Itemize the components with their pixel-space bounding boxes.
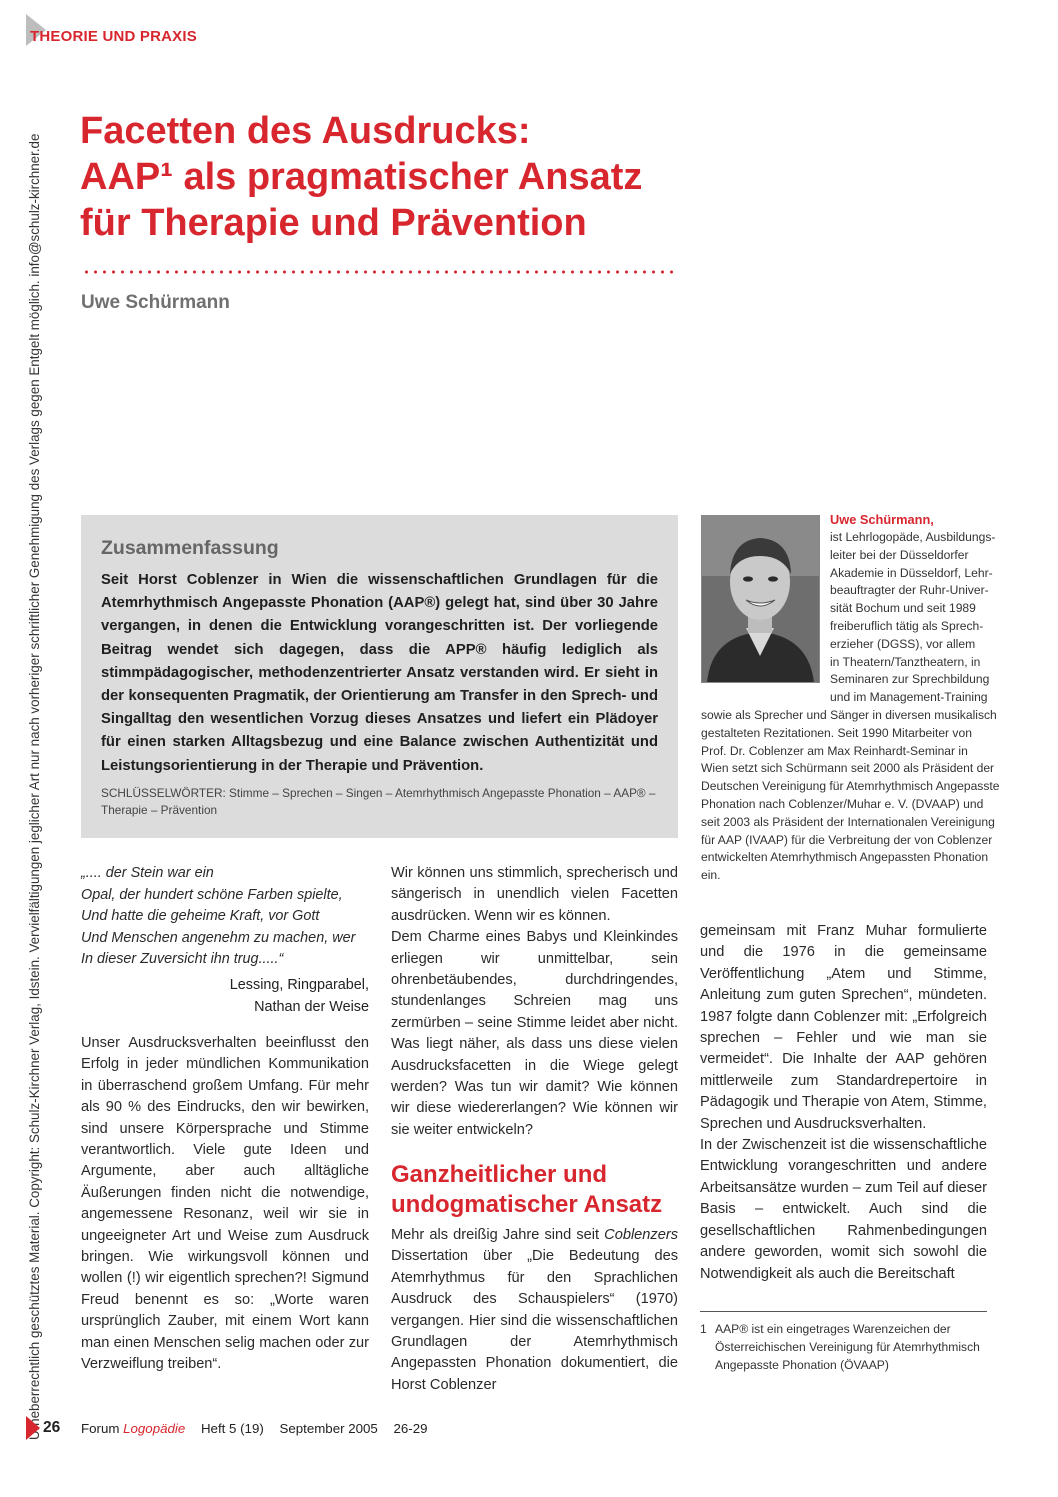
journal-name: Logopädie <box>123 1421 186 1436</box>
bio-line: leiter bei der Düsseldorfer <box>830 547 969 562</box>
footnote-line: AAP® ist ein eingetrages Warenzeichen der <box>715 1322 951 1336</box>
body-column-2-continued <box>391 1225 678 1396</box>
body-column-1 <box>81 1033 369 1376</box>
bio-line: freiberuflich tätig als Sprech- <box>830 619 984 633</box>
text-run: Mehr als dreißig Jahre sind seit <box>391 1227 605 1243</box>
text-run: Dissertation über „Die Bedeutung des Atemrhythmus für den Sprachlichen Ausdruck des Schauspielers“ (1970) vergangen. Hier sind die wissenschaftlichen Grundlagen der Atemrhythmisch Angepassten Phonation dokumentiert, die Horst Coblenzer <box>391 1248 678 1393</box>
author-name: Uwe Schürmann <box>81 292 230 313</box>
author-portrait <box>701 515 820 683</box>
body-paragraph: Unser Ausdrucksverhalten beeinflusst den Erfolg in jeder mündlichen Kommunikation in überraschend großem Umfang. Für mehr als 90 % des Eindrucks, den wir bewirken, sind unsere Körpersprache und Stimme verantwortlich. Viele gute Ideen und Argumente, aber auch alltägliche Äußerungen finden nicht die notwendige, angemessene Resonanz, weil wir sie in ungeeigneter Art und Weise zum Ausdruck bringen. Wie wirkungsvoll können und wollen (!) wir eigentlich sprechen?! Sigmund Freud benennt es so: „Worte waren ursprünglich Zauber, mit einem Wort kann man einen Menschen selig machen oder zur Verzweiflung treiben“. <box>81 1035 369 1373</box>
bio-line: ist Lehrlogopäde, Ausbildungs- <box>830 530 996 544</box>
issue-date: September 2005 <box>279 1421 378 1436</box>
keywords-line: SCHLÜSSELWÖRTER: Stimme – Sprechen – Singen – Atemrhythmisch Angepasste Phonation – AAP® – Therapie – Prävention <box>101 786 656 817</box>
summary-heading: Zusammenfassung <box>101 537 279 559</box>
section-heading <box>391 1160 691 1220</box>
body-paragraph: Dem Charme eines Babys und Kleinkindes erliegen wir unmittelbar, sein ohrenbetäubendes, durchdringendes, stundenlanges Schreien mag uns zermürben – seine Stimme leidet aber nicht. Was liegt näher, als dass uns diese vielen Ausdrucksfacetten in die Wiege gelegt werden? Was tun wir damit? Wie können wir diese wiedererlangen? Wie können wir sie weiter entwickeln? <box>391 929 678 1138</box>
page-range: 26-29 <box>393 1421 428 1436</box>
footnote-line: Angepasste Phonation (ÖVAAP) <box>715 1358 889 1372</box>
bio-line: und im Management-Training <box>830 690 988 705</box>
bio-line: Prof. Dr. Coblenzer am Max Reinhardt-Seminar in <box>701 743 968 758</box>
bio-line: beauftragter der Ruhr-Univer- <box>830 583 989 598</box>
bio-line: für AAP (IVAAP) für die Verbreitung der von Coblenzer <box>701 832 993 847</box>
bio-line: sität Bochum und seit 1989 <box>830 601 976 616</box>
body-column-3 <box>700 921 987 1285</box>
section-heading-line-1: Ganzheitlicher und <box>391 1161 608 1188</box>
side-copyright-strip <box>0 0 40 1497</box>
page-number: 26 <box>43 1419 61 1436</box>
journal-prefix: Forum <box>81 1421 120 1436</box>
issue-number: Heft 5 (19) <box>200 1421 264 1436</box>
section-heading-line-2: undogmatischer Ansatz <box>391 1191 663 1218</box>
title-line-3: für Therapie und Prävention <box>80 202 587 244</box>
footnote-rule <box>700 1311 987 1312</box>
bio-line: erzieher (DGSS), vor allem <box>830 636 976 651</box>
body-paragraph: In der Zwischenzeit ist die wissenschaftliche Entwicklung vorangeschritten und andere Arbeitsansätze wurden – zum Teil auf dieser Basis – entwickelt. Auch sind die gesellschaftlichen Rahmenbedingungen andere geworden, womit sich sowohl die Notwendigkeit als auch die Bereitschaft <box>700 1137 987 1282</box>
body-paragraph <box>391 1225 678 1396</box>
footnote-line: Österreichischen Vereinigung für Atemrhythmisch <box>715 1340 980 1354</box>
quote-line: „.... der Stein war ein <box>81 865 214 881</box>
bio-line: gestalteten Rezitationen. Seit 1990 Mitarbeiter von <box>701 725 972 740</box>
article-title <box>80 108 720 246</box>
bio-author-name: Uwe Schürmann, <box>830 512 934 527</box>
quote-source <box>200 975 369 1018</box>
section-label: THEORIE UND PRAXIS <box>30 28 197 45</box>
epigraph-quote <box>81 863 369 971</box>
quote-line: Und Menschen angenehm zu machen, wer <box>81 929 356 946</box>
bio-line: seit 2003 als Präsident der Internationalen Vereinigung <box>701 814 995 829</box>
bio-line: Deutschen Vereinigung für Atemrhythmisch Angepasste <box>701 779 1000 794</box>
title-line-1: Facetten des Ausdrucks: <box>80 110 531 152</box>
bio-line: Seminaren zur Sprechbildung <box>830 672 990 687</box>
body-paragraph: Wir können uns stimmlich, sprecherisch und sängerisch in unendlich vielen Facetten ausdrücken. Wenn wir es können. <box>391 865 678 924</box>
bio-line: Akademie in Düsseldorf, Lehr- <box>830 565 993 580</box>
bio-line: Wien setzt sich Schürmann seit 2000 als Präsident der <box>701 761 995 776</box>
quote-source-line: Nathan der Weise <box>254 998 369 1015</box>
quote-line: Und hatte die geheime Kraft, vor Gott <box>81 908 320 925</box>
summary-text: Seit Horst Coblenzer in Wien die wissenschaftlichen Grundlagen für die Atemrhythmisch Angepasste Phonation (AAP®) gelegt hat, sind über 30 Jahre vergangen, in denen die Entwicklung vorangeschritten ist. Der vorliegende Beitrag wendet sich dagegen, dass die APP® häufig lediglich als stimmpädagogischer, methodenzentrierter Ansatz verstanden wird. Er sieht in der konsequenten Pragmatik, der Orientierung am Transfer in den Sprech- und Singalltag den wesentlichen Vorzug dieses Ansatzes und liefert ein Plädoyer für einen starken Alltagsbezug und eine Balance zwischen Authentizität und Leistungsorientierung in der Therapie und Prävention. <box>101 572 658 774</box>
title-line-2: AAP¹ als pragmatischer Ansatz <box>80 156 643 198</box>
summary-box <box>81 515 678 838</box>
quote-source-line: Lessing, Ringparabel, <box>229 977 369 993</box>
body-column-2 <box>391 863 678 1141</box>
quote-line: Opal, der hundert schöne Farben spielte, <box>81 886 343 903</box>
footnote-number: 1 <box>700 1322 707 1336</box>
bio-line: ein. <box>701 868 721 883</box>
body-paragraph: gemeinsam mit Franz Muhar formulierte und die 1976 in die gemeinsame Veröffentlichung „Atem und Stimme, Anleitung zum guten Sprechen“, mündeten. 1987 folgte dann Coblenzer mit: „Erfolgreich sprechen – Fehler und wie man sie vermeidet“. Die Inhalte der AAP gehören mittlerweile zum Standardrepertoire in Pädagogik und Therapie von Atem, Stimme, Sprechen und Ausdrucksverhalten. <box>700 923 987 1132</box>
copyright-notice: Urheberrechtlich geschütztes Material. Copyright: Schulz-Kirchner Verlag, Idstein. Vervielfältigungen jeglicher Art nur nach vorheriger schriftlicher Genehmigung des Verlags gegen Entgelt möglich. info@schulz-kirchner.de <box>27 133 42 1440</box>
bio-line: sowie als Sprecher und Sänger in diversen musikalisch <box>701 708 997 722</box>
dotted-divider <box>82 269 678 275</box>
bio-line: entwickelten Atemrhythmisch Angepassten Phonation <box>701 850 989 865</box>
journal-footer <box>81 1421 428 1436</box>
footer-triangle-icon <box>26 1416 40 1440</box>
bio-line: Phonation nach Coblenzer/Muhar e. V. (DVAAP) und <box>701 797 984 811</box>
italic-name: Coblenzers <box>604 1227 678 1243</box>
portrait-image <box>702 516 819 682</box>
bio-line: in Theatern/Tanztheatern, in <box>830 654 981 669</box>
quote-line: In dieser Zuversicht ihn trug.....“ <box>81 951 284 968</box>
